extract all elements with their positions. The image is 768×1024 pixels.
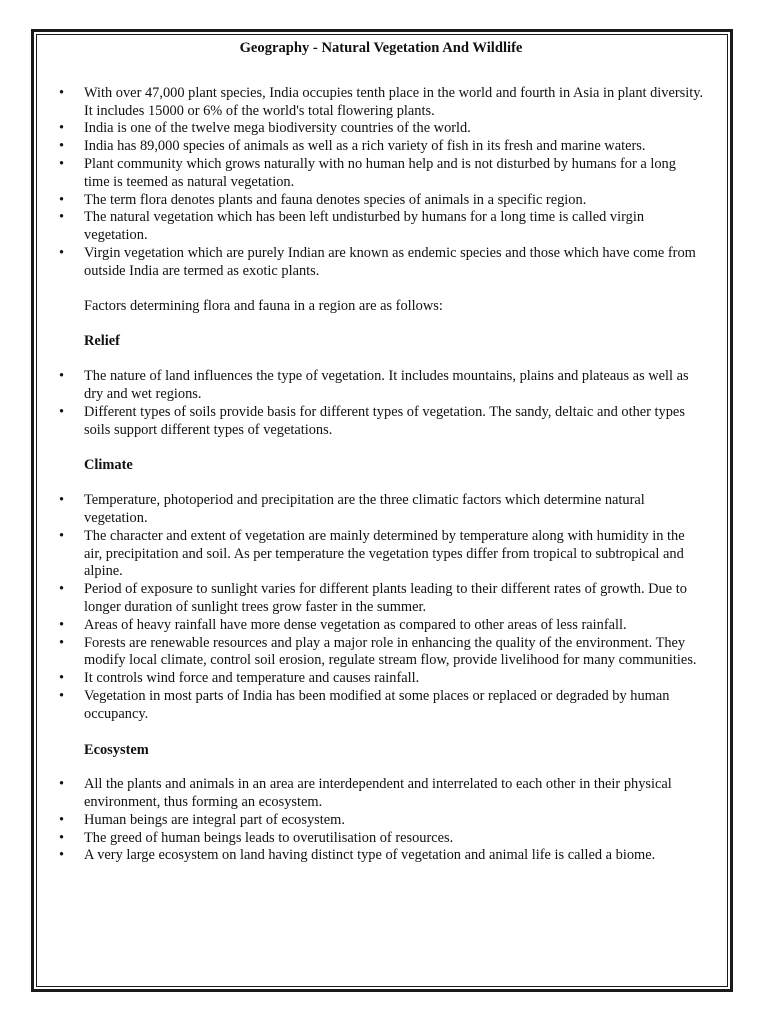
list-item: • Areas of heavy rainfall have more dense vegetation as compared to other areas of less rainfall. bbox=[58, 617, 704, 635]
section-heading-climate: Climate bbox=[84, 457, 133, 474]
list-item: • Vegetation in most parts of India has been modified at some places or replaced or degraded by human occupancy. bbox=[58, 688, 704, 724]
list-item: • Plant community which grows naturally with no human help and is not disturbed by humans for a long time is teemed as natural vegetation. bbox=[58, 156, 704, 192]
ecosystem-bullet-list bbox=[58, 776, 704, 865]
list-item: • The natural vegetation which has been left undisturbed by humans for a long time is called virgin vegetation. bbox=[58, 209, 704, 245]
list-item: • All the plants and animals in an area are interdependent and interrelated to each other in their physical environment, thus forming an ecosystem. bbox=[58, 776, 704, 812]
list-item: • The term flora denotes plants and fauna denotes species of animals in a specific region. bbox=[58, 192, 704, 210]
factors-intro: Factors determining flora and fauna in a region are as follows: bbox=[84, 297, 443, 314]
document-title: Geography - Natural Vegetation And Wildlife bbox=[239, 40, 523, 56]
section-heading-relief: Relief bbox=[84, 333, 120, 350]
list-item: • India is one of the twelve mega biodiversity countries of the world. bbox=[58, 120, 704, 138]
document-body bbox=[58, 40, 704, 865]
relief-bullet-list bbox=[58, 368, 704, 439]
list-item: • Human beings are integral part of ecosystem. bbox=[58, 812, 704, 830]
list-item: • India has 89,000 species of animals as well as a rich variety of fish in its fresh and marine waters. bbox=[58, 138, 704, 156]
list-item: • Different types of soils provide basis for different types of vegetation. The sandy, deltaic and other types soils support different types of vegetations. bbox=[58, 404, 704, 440]
list-item: • A very large ecosystem on land having distinct type of vegetation and animal life is called a biome. bbox=[58, 847, 704, 865]
list-item: • Forests are renewable resources and play a major role in enhancing the quality of the environment. They modify local climate, control soil erosion, regulate stream flow, provide livelihood for many communities. bbox=[58, 635, 704, 671]
list-item: • The nature of land influences the type of vegetation. It includes mountains, plains and plateaus as well as dry and wet regions. bbox=[58, 368, 704, 404]
list-item: • It controls wind force and temperature and causes rainfall. bbox=[58, 670, 704, 688]
list-item: • Virgin vegetation which are purely Indian are known as endemic species and those which have come from outside India are termed as exotic plants. bbox=[58, 245, 704, 281]
section-heading-ecosystem: Ecosystem bbox=[84, 741, 149, 758]
list-item: • The character and extent of vegetation are mainly determined by temperature along with humidity in the air, precipitation and soil. As per temperature the vegetation types differ from tropical to subtropical and alpine. bbox=[58, 528, 704, 581]
list-item: • Period of exposure to sunlight varies for different plants leading to their different rates of growth. Due to longer duration of sunlight trees grow faster in the summer. bbox=[58, 581, 704, 617]
list-item: • With over 47,000 plant species, India occupies tenth place in the world and fourth in Asia in plant diversity. It includes 15000 or 6% of the world's total flowering plants. bbox=[58, 85, 704, 121]
climate-bullet-list bbox=[58, 492, 704, 723]
list-item: • Temperature, photoperiod and precipitation are the three climatic factors which determine natural vegetation. bbox=[58, 492, 704, 528]
list-item: • The greed of human beings leads to overutilisation of resources. bbox=[58, 830, 704, 848]
intro-bullet-list bbox=[58, 85, 704, 281]
